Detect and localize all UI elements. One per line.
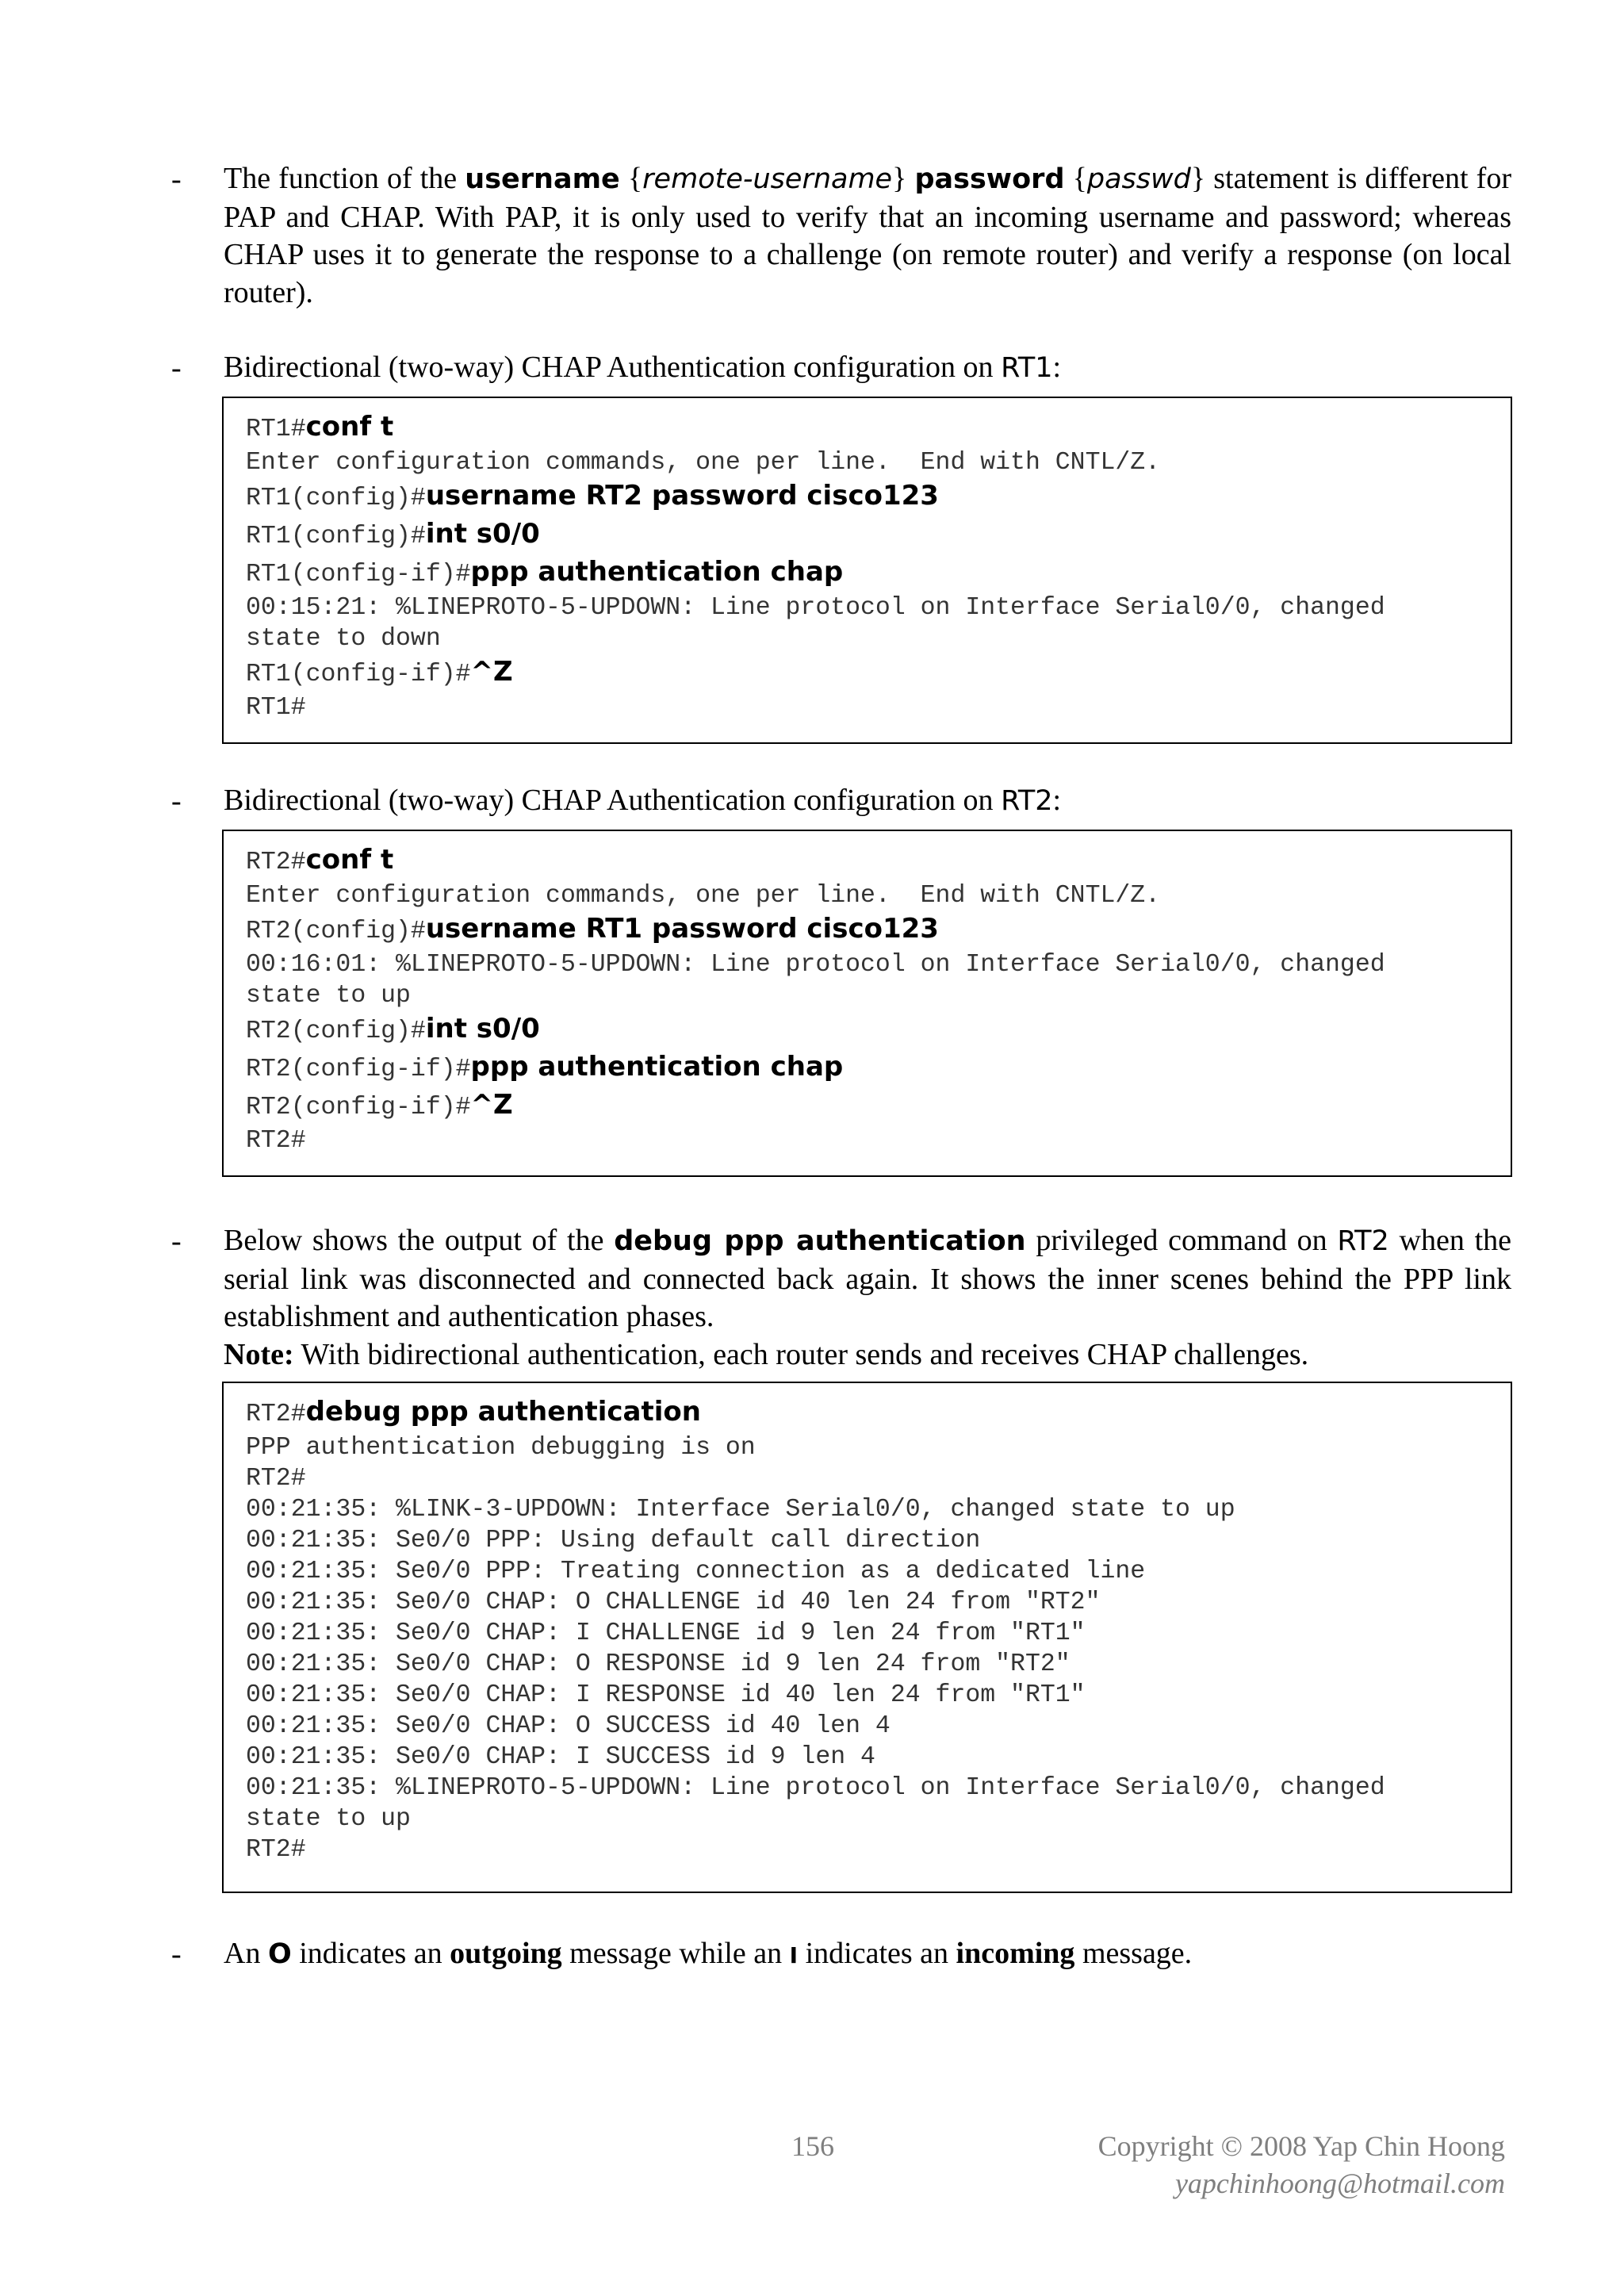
code-line: 00:16:01: %LINEPROTO-5-UPDOWN: Line protocol on Interface Serial0/0, changed xyxy=(246,951,1385,979)
bullet-text: Bidirectional (two-way) CHAP Authentication configuration on RT1: xyxy=(224,351,1062,384)
code-line: RT1(config-if)#ppp authentication chap xyxy=(246,556,844,588)
code-line: Enter configuration commands, one per line. End with CNTL/Z. xyxy=(246,449,1161,477)
code-line: RT2#debug ppp authentication xyxy=(246,1396,701,1428)
keyword-o: O xyxy=(267,1938,292,1970)
code-line: RT2# xyxy=(246,1465,306,1493)
code-box-rt1-config xyxy=(222,397,1512,744)
code-line: state to down xyxy=(246,625,441,653)
keyword-password: password xyxy=(914,163,1065,195)
code-line: RT1(config)#int s0/0 xyxy=(246,518,540,550)
code-line: 00:21:35: Se0/0 CHAP: O RESPONSE id 9 len 24 from "RT2" xyxy=(246,1650,1071,1678)
code-line: 00:21:35: Se0/0 CHAP: O SUCCESS id 40 len 4 xyxy=(246,1712,891,1740)
bullet-dash: - xyxy=(171,1225,182,1258)
code-line: 00:21:35: Se0/0 CHAP: O CHALLENGE id 40 len 24 from "RT2" xyxy=(246,1589,1101,1616)
keyword-passwd: passwd xyxy=(1086,163,1191,195)
keyword-incoming: incoming xyxy=(956,1937,1075,1970)
code-line: 00:15:21: %LINEPROTO-5-UPDOWN: Line protocol on Interface Serial0/0, changed xyxy=(246,594,1385,622)
code-box-debug-output xyxy=(222,1382,1512,1893)
code-line: 00:21:35: Se0/0 PPP: Using default call direction xyxy=(246,1527,981,1554)
code-line: state to up xyxy=(246,982,411,1010)
note-text: With bidirectional authentication, each router sends and receives CHAP challenges. xyxy=(293,1337,1309,1371)
code-line: RT2(config)#username RT1 password cisco123 xyxy=(246,913,939,945)
page-number: 156 xyxy=(791,2130,834,2162)
bullet-dash: - xyxy=(171,784,182,818)
copyright-text: Copyright © 2008 Yap Chin Hoong xyxy=(1097,2130,1505,2162)
bullet-text: Bidirectional (two-way) CHAP Authentication configuration on RT2: xyxy=(224,784,1062,817)
bullet-dash: - xyxy=(171,351,182,385)
code-line: 00:21:35: Se0/0 PPP: Treating connection as a dedicated line xyxy=(246,1558,1146,1585)
keyword-debug-command: debug ppp authentication xyxy=(614,1225,1026,1257)
code-line: RT1(config-if)#^Z xyxy=(246,656,513,688)
code-line: 00:21:35: Se0/0 CHAP: I SUCCESS id 9 len 4 xyxy=(246,1743,875,1771)
code-line: RT2(config-if)#^Z xyxy=(246,1089,513,1121)
bullet-text: Below shows the output of the debug ppp authentication privileged command on RT2 when the serial link was disconnected and connected back again. It shows the inner scenes behind the PPP link establishment and authentication phases. Note: With bidirectional authentication, each router sends and receives CHAP challenges. xyxy=(224,1224,1512,1371)
code-line: Enter configuration commands, one per line. End with CNTL/Z. xyxy=(246,882,1161,910)
keyword-remote-username: remote-username xyxy=(642,163,893,195)
bullet-text: An O indicates an outgoing message while an I indicates an incoming message. xyxy=(224,1937,1193,1970)
keyword-i: I xyxy=(789,1942,799,1968)
code-line: RT2# xyxy=(246,1836,306,1864)
keyword-outgoing: outgoing xyxy=(450,1937,562,1970)
author-email: yapchinhoong@hotmail.com xyxy=(1174,2168,1505,2199)
bullet-dash: - xyxy=(171,1938,182,1971)
bullet-text: The function of the username {remote-username} password {passwd} statement is different for PAP and CHAP. With PAP, it is only used to verify that an incoming username and password; whereas CHAP uses it to generate the response to a challenge (on remote router) and verify a response (on local router). xyxy=(224,162,1511,309)
code-line: RT2#conf t xyxy=(246,844,394,876)
router-name: RT1 xyxy=(1001,352,1053,384)
code-line: RT2(config)#int s0/0 xyxy=(246,1013,540,1045)
code-line: 00:21:35: %LINK-3-UPDOWN: Interface Serial0/0, changed state to up xyxy=(246,1496,1235,1524)
code-line: 00:21:35: Se0/0 CHAP: I RESPONSE id 40 len 24 from "RT1" xyxy=(246,1681,1086,1709)
note-label: Note: xyxy=(224,1337,294,1371)
code-line: state to up xyxy=(246,1805,411,1833)
code-line: PPP authentication debugging is on xyxy=(246,1434,756,1462)
code-line: 00:21:35: Se0/0 CHAP: I CHALLENGE id 9 len 24 from "RT1" xyxy=(246,1619,1086,1647)
code-line: RT1# xyxy=(246,694,306,722)
code-box-rt2-config xyxy=(222,830,1512,1177)
code-line: RT2# xyxy=(246,1127,306,1155)
bullet-dash: - xyxy=(171,163,182,196)
code-line: 00:21:35: %LINEPROTO-5-UPDOWN: Line protocol on Interface Serial0/0, changed xyxy=(246,1774,1385,1802)
keyword-username: username xyxy=(465,163,620,195)
code-line: RT1(config)#username RT2 password cisco123 xyxy=(246,480,939,512)
code-line: RT1#conf t xyxy=(246,411,394,443)
router-name: RT2 xyxy=(1001,785,1053,817)
code-line: RT2(config-if)#ppp authentication chap xyxy=(246,1051,844,1083)
router-name: RT2 xyxy=(1337,1225,1389,1257)
